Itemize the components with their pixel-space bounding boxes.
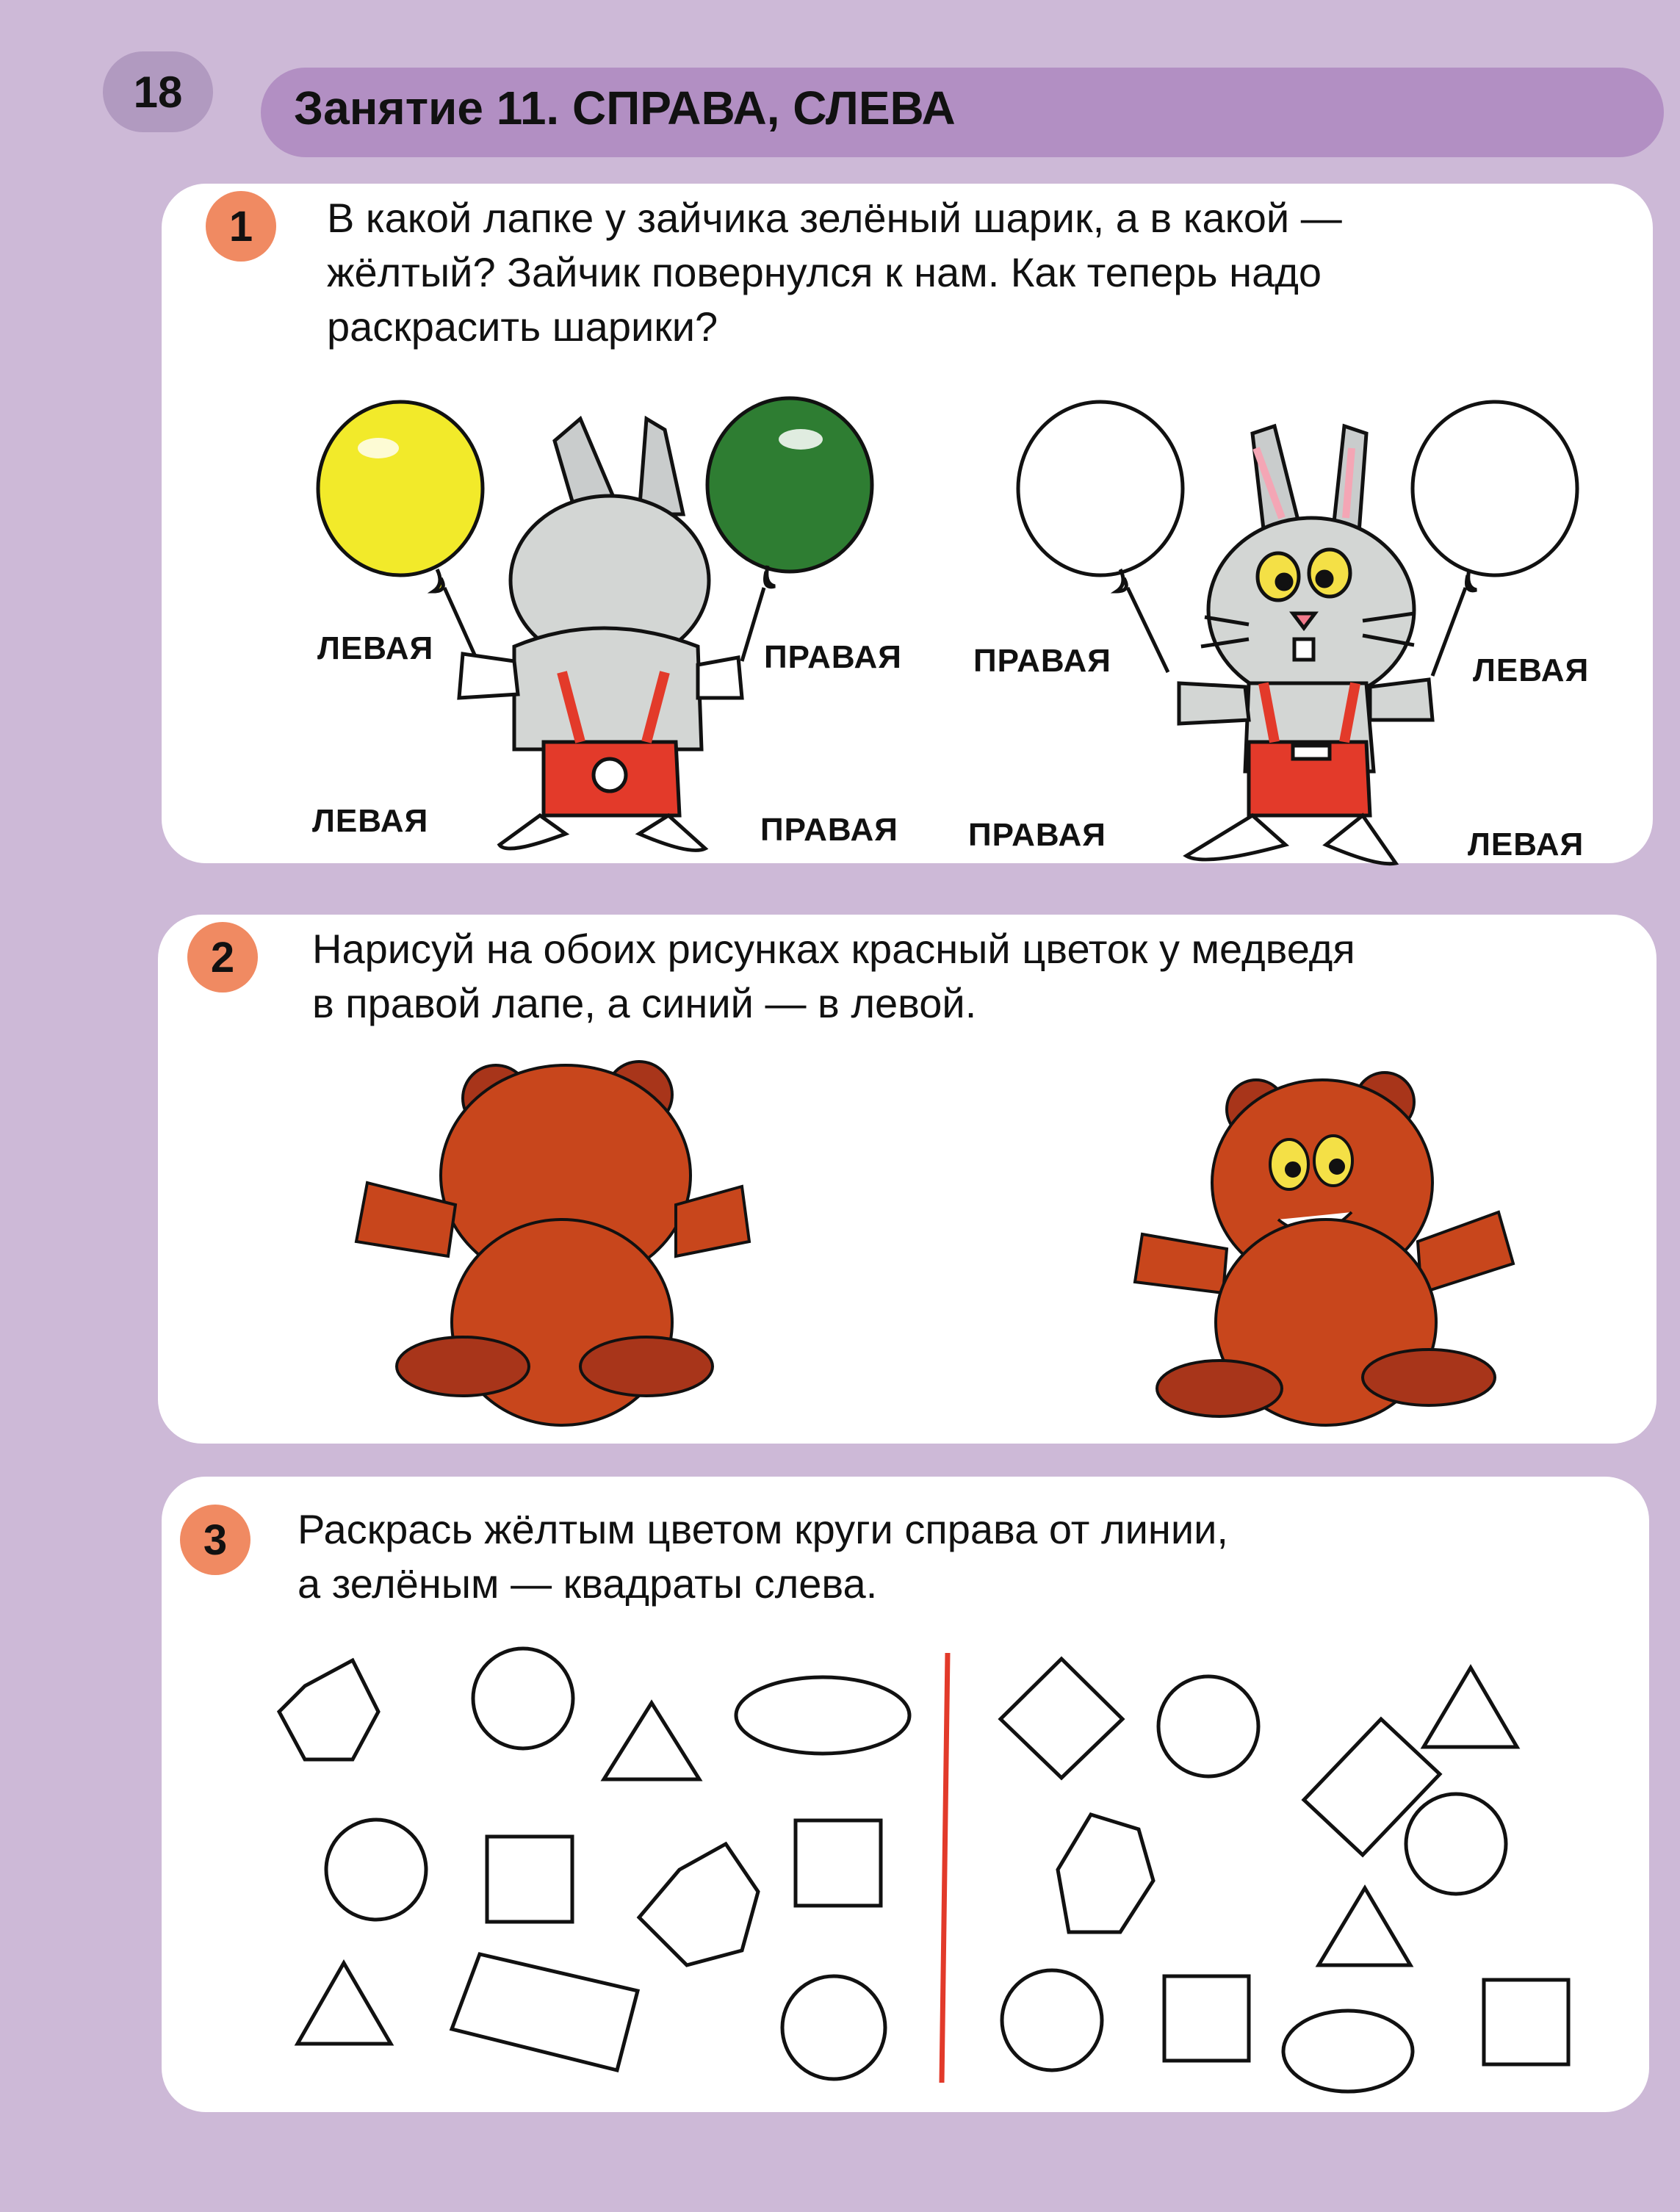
left-pic-upper-left-label: ЛЕВАЯ [317,630,434,666]
triangle-shape [1424,1668,1517,1747]
task2-text [312,922,1355,1031]
circle-shape [473,1649,573,1748]
task3-text-line: Раскрась жёлтым цветом круги справа от линии, [298,1506,1228,1552]
bunny-back-illustration [318,398,872,851]
divider-line [942,1653,948,2083]
empty-left-balloon [1018,402,1183,575]
left-pic-upper-right-label: ПРАВАЯ [764,639,902,675]
square-shape [1484,1980,1568,2064]
bear-back-illustration [356,1062,749,1425]
task2-text-line: Нарисуй на обоих рисунках красный цветок у медведя [312,926,1355,972]
circle-shape [1002,1970,1102,2070]
green-balloon [707,398,872,572]
empty-right-balloon [1413,402,1577,575]
hexagon-shape [1058,1815,1153,1932]
bunny-front-illustration [1018,402,1577,864]
hexagon-shape [639,1844,758,1965]
right-pic-lower-right-label: ЛЕВАЯ [1468,826,1585,862]
left-pic-lower-left-label: ЛЕВАЯ [312,803,429,839]
circle-shape [326,1820,426,1920]
oval-shape [736,1677,909,1754]
task1-text-line: В какой лапке у зайчика зелёный шарик, а в какой — [327,195,1342,241]
circle-shape [1158,1676,1258,1776]
shapes-left-group [279,1649,909,2079]
task3-text-line: а зелёным — квадраты слева. [298,1560,878,1607]
triangle-shape [1319,1888,1410,1965]
task2-text-line: в правой лапе, а синий — в левой. [312,980,977,1026]
yellow-balloon [318,402,483,575]
right-pic-lower-left-label: ПРАВАЯ [968,817,1106,853]
right-pic-upper-left-label: ПРАВАЯ [973,643,1111,679]
hexagon-shape [279,1660,378,1759]
square-shape [796,1820,881,1906]
circle-shape [782,1976,885,2079]
right-pic-upper-right-label: ЛЕВАЯ [1473,652,1590,688]
circle-shape [1406,1794,1506,1894]
left-pic-lower-right-label: ПРАВАЯ [760,812,898,848]
task1-text-line: раскрасить шарики? [327,303,718,350]
task1-text-line: жёлтый? Зайчик повернулся к нам. Как теперь надо [327,249,1322,295]
square-shape [1164,1976,1249,2061]
task1-number-badge: 1 [206,191,276,262]
diamond-shape [1001,1659,1122,1778]
triangle-shape [604,1703,699,1779]
task2-number-badge: 2 [187,922,258,992]
triangle-shape [298,1963,391,2044]
task3-number-badge: 3 [180,1505,250,1575]
page-number: 18 [103,51,213,132]
shapes-right-group [1001,1659,1568,2092]
rectangle-shape [452,1954,638,2070]
bear-front-illustration [1135,1073,1513,1425]
page-title: Занятие 11. СПРАВА, СЛЕВА [294,82,956,134]
square-shape [487,1837,572,1922]
oval-shape [1283,2011,1413,2092]
task3-text [298,1502,1228,1611]
